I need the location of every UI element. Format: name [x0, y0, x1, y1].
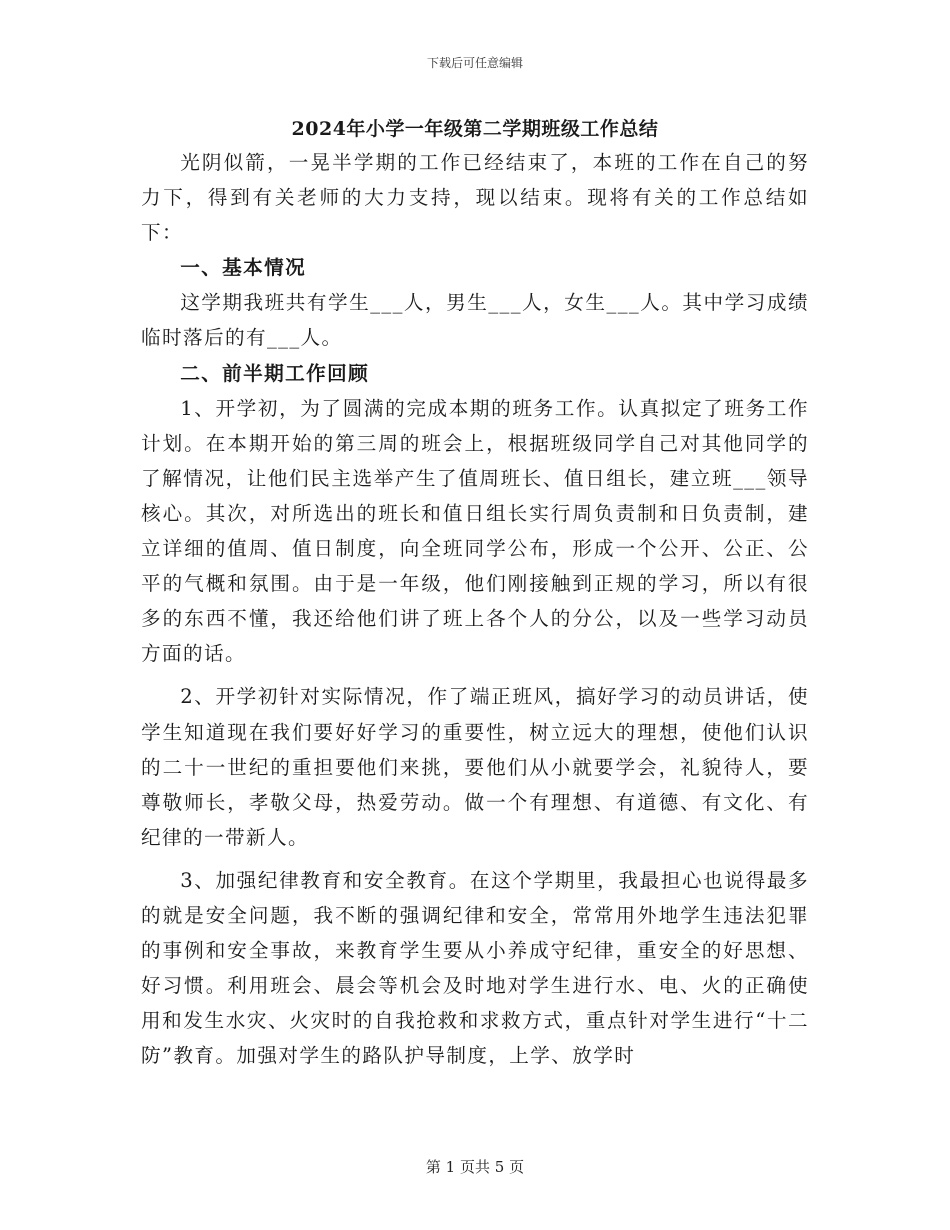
section-heading-basic-info: 一、基本情况: [180, 256, 307, 280]
section-heading-review: 二、前半期工作回顾: [180, 361, 370, 385]
review-item-3: 3、加强纪律教育和安全教育。在这个学期里，我最担心也说得最多的就是安全问题，我不断的强调纪律和安全，常常用外地学生违法犯罪的事例和安全事故，来教育学生要从小养成守纪律，重安全的好思想、好习惯。利用班会、晨会等机会及时地对学生进行水、电、火的正确使用和发生水灾、火灾时的自我抢救和求救方式，重点针对学生进行“十二防”教育。加强对学生的路队护导制度，上学、放学时: [141, 868, 809, 1068]
review-item-2: 2、开学初针对实际情况，作了端正班风，搞好学习的动员讲话，使学生知道现在我们要好好学习的重要性，树立远大的理想，使他们认识的二十一世纪的重担要他们来挑，要他们从小就要学会，礼貌待人，要尊敬师长，孝敬父母，热爱劳动。做一个有理想、有道德、有文化、有纪律的一带新人。: [141, 685, 809, 849]
intro-paragraph: 光阴似箭，一晃半学期的工作已经结束了，本班的工作在自己的努力下，得到有关老师的大力支持，现以结束。现将有关的工作总结如下：: [141, 151, 809, 245]
basic-info-paragraph: 这学期我班共有学生___人，男生___人，女生___人。其中学习成绩临时落后的有___人。: [141, 291, 809, 350]
document-body: [141, 145, 809, 1073]
page-number: 第 1 页共 5 页: [425, 1158, 525, 1176]
page-header-note: 下载后可任意编辑: [426, 56, 523, 70]
review-item-1: 1、开学初，为了圆满的完成本期的班务工作。认真拟定了班务工作计划。在本期开始的第三周的班会上，根据班级同学自己对其他同学的了解情况，让他们民主选举产生了值周班长、值日组长，建立班___领导核心。其次，对所选出的班长和值日组长实行周负责制和日负责制，建立详细的值周、值日制度，向全班同学公布，形成一个公开、公正、公平的气概和氛围。由于是一年级，他们刚接触到正规的学习，所以有很多的东西不懂，我还给他们讲了班上各个人的分公，以及一些学习动员方面的话。: [141, 396, 809, 666]
document-title: 2024年小学一年级第二学期班级工作总结: [291, 118, 659, 140]
